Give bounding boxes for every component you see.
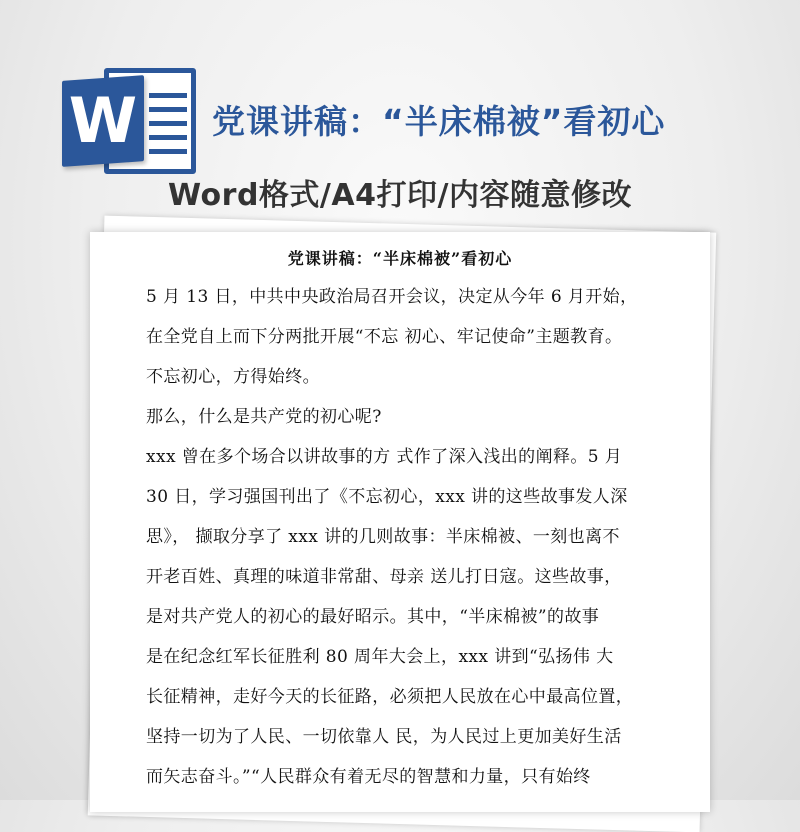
page-title: 党课讲稿：“半床棉被”看初心 (212, 102, 666, 141)
doc-line-decoration (149, 135, 187, 140)
document-line: 是在纪念红军长征胜利 80 周年大会上，xxx 讲到“弘扬伟 大 (146, 647, 614, 667)
document-line: 那么，什么是共产党的初心呢? (146, 407, 382, 427)
document-page (90, 232, 710, 812)
doc-line-decoration (149, 121, 187, 126)
doc-line-decoration (149, 149, 187, 154)
word-logo-letter: W (68, 84, 138, 157)
document-line: 坚持一切为了人民、一切依靠人 民，为人民过上更加美好生活 (146, 727, 622, 747)
document-line: 思》， 撷取分享了 xxx 讲的几则故事：半床棉被、一刻也离不 (146, 527, 620, 547)
header (0, 0, 800, 240)
document-line: 开老百姓、真理的味道非常甜、母亲 送儿打日寇。这些故事， (146, 567, 622, 587)
document-line: 而矢志奋斗。”“人民群众有着无尽的智慧和力量，只有始终 (146, 767, 591, 787)
document-body (90, 269, 686, 797)
microsoft-word-icon (62, 62, 197, 180)
doc-line-decoration (149, 107, 187, 112)
document-line: 5 月 13 日，中共中央政治局召开会议，决定从今年 6 月开始， (146, 287, 638, 307)
document-line: 是对共产党人的初心的最好昭示。其中，“半床棉被”的故事 (146, 607, 600, 627)
page-subtitle: Word格式/A4打印/内容随意修改 (168, 178, 632, 213)
document-line: 不忘初心，方得始终。 (146, 367, 320, 387)
document-line: 30 日，学习强国刊出了《不忘初心，xxx 讲的这些故事发人深 (146, 487, 628, 507)
document-line: 在全党自上而下分两批开展“不忘 初心、牢记使命”主题教育。 (146, 327, 623, 347)
document-line: xxx 曾在多个场合以讲故事的方 式作了深入浅出的阐释。5 月 (146, 447, 623, 467)
document-line: 长征精神，走好今天的长征路，必须把人民放在心中最高位置， (146, 687, 634, 707)
document-title: 党课讲稿：“半床棉被”看初心 (287, 249, 513, 268)
doc-line-decoration (149, 93, 187, 98)
